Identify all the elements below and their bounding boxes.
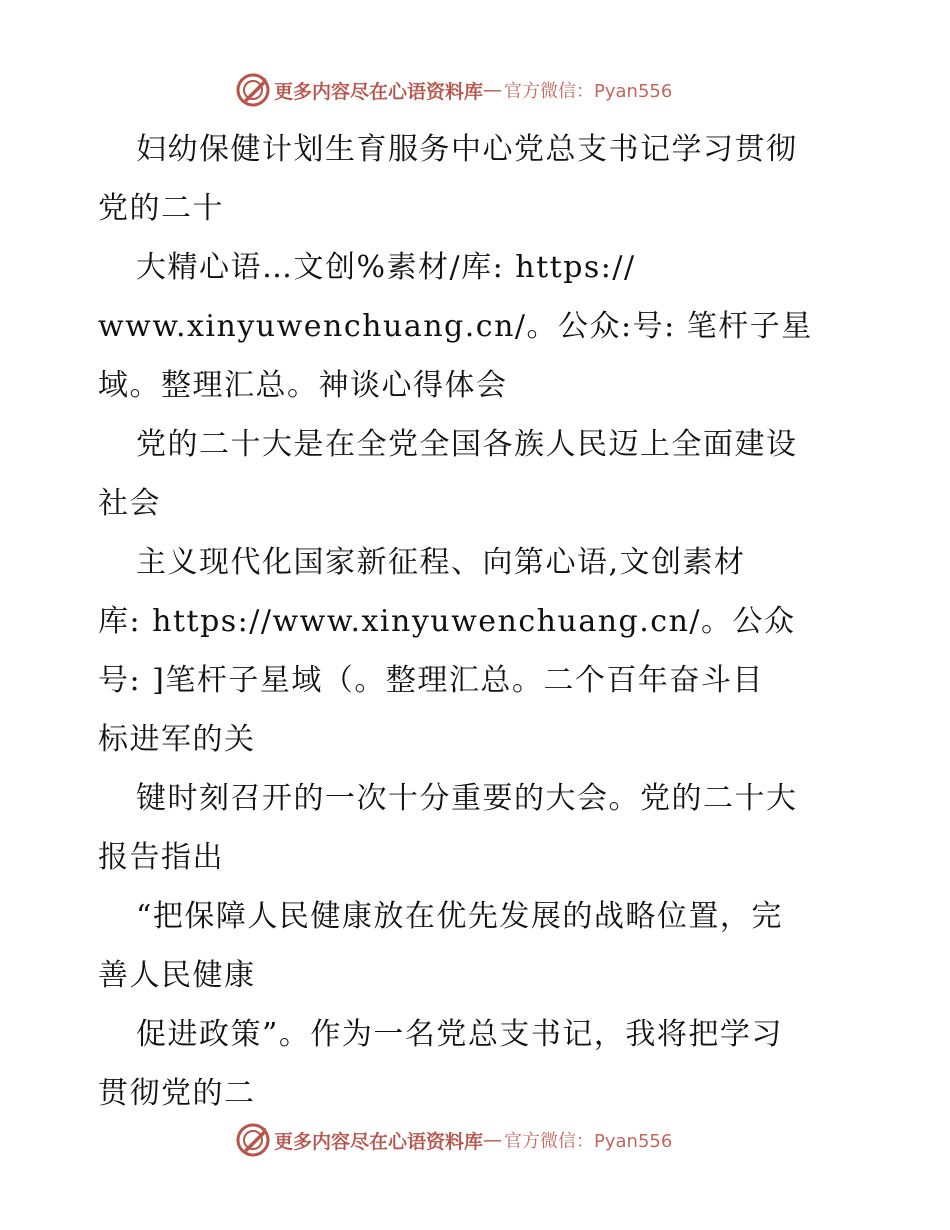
text-line: 党的二十大是在全党全国各族人民迈上全面建设 (136, 427, 798, 462)
banner-dash: — (483, 1129, 503, 1151)
brand-logo-icon (236, 1123, 270, 1157)
banner-wechat-text: 官方微信：Pyan556 (504, 81, 673, 102)
text-line: 标进军的关 (98, 722, 256, 757)
text-line: www.xinyuwenchuang.cn/。公众:号: 笔杆子星 (98, 309, 813, 344)
document-body (98, 120, 888, 1123)
text-line: 大精心语…文创%素材/库: https:// (136, 250, 636, 285)
banner-dash: — (483, 79, 503, 101)
text-line: 键时刻召开的一次十分重要的大会。党的二十大 (136, 781, 798, 816)
banner-wechat-text: 官方微信：Pyan556 (504, 1131, 673, 1152)
text-line: 域。整理汇总。神谈心得体会 (98, 368, 508, 403)
text-line: 贯彻党的二 (98, 1076, 256, 1111)
footer-banner (236, 1122, 672, 1158)
banner-brand-text: 更多内容尽在心语资料库 (274, 1130, 484, 1153)
text-line: 主义现代化国家新征程、向第心语,文创素材 (136, 545, 746, 580)
text-line: 社会 (98, 486, 161, 521)
text-line: 号: ]笔杆子星域（。整理汇总。二个百年奋斗目 (98, 663, 764, 698)
text-line: “把保障人民健康放在优先发展的战略位置，完 (136, 899, 783, 934)
text-line: 促进政策”。作为一名党总支书记，我将把学习 (136, 1017, 783, 1052)
text-line: 善人民健康 (98, 958, 256, 993)
text-line: 妇幼保健计划生育服务中心党总支书记学习贯彻 (136, 132, 798, 167)
text-line: 库: https://www.xinyuwenchuang.cn/。公众 (98, 604, 796, 639)
text-line: 报告指出 (98, 840, 224, 875)
header-banner (236, 72, 672, 108)
banner-brand-text: 更多内容尽在心语资料库 (274, 80, 484, 103)
brand-logo-icon (236, 73, 270, 107)
text-line: 党的二十 (98, 191, 224, 226)
